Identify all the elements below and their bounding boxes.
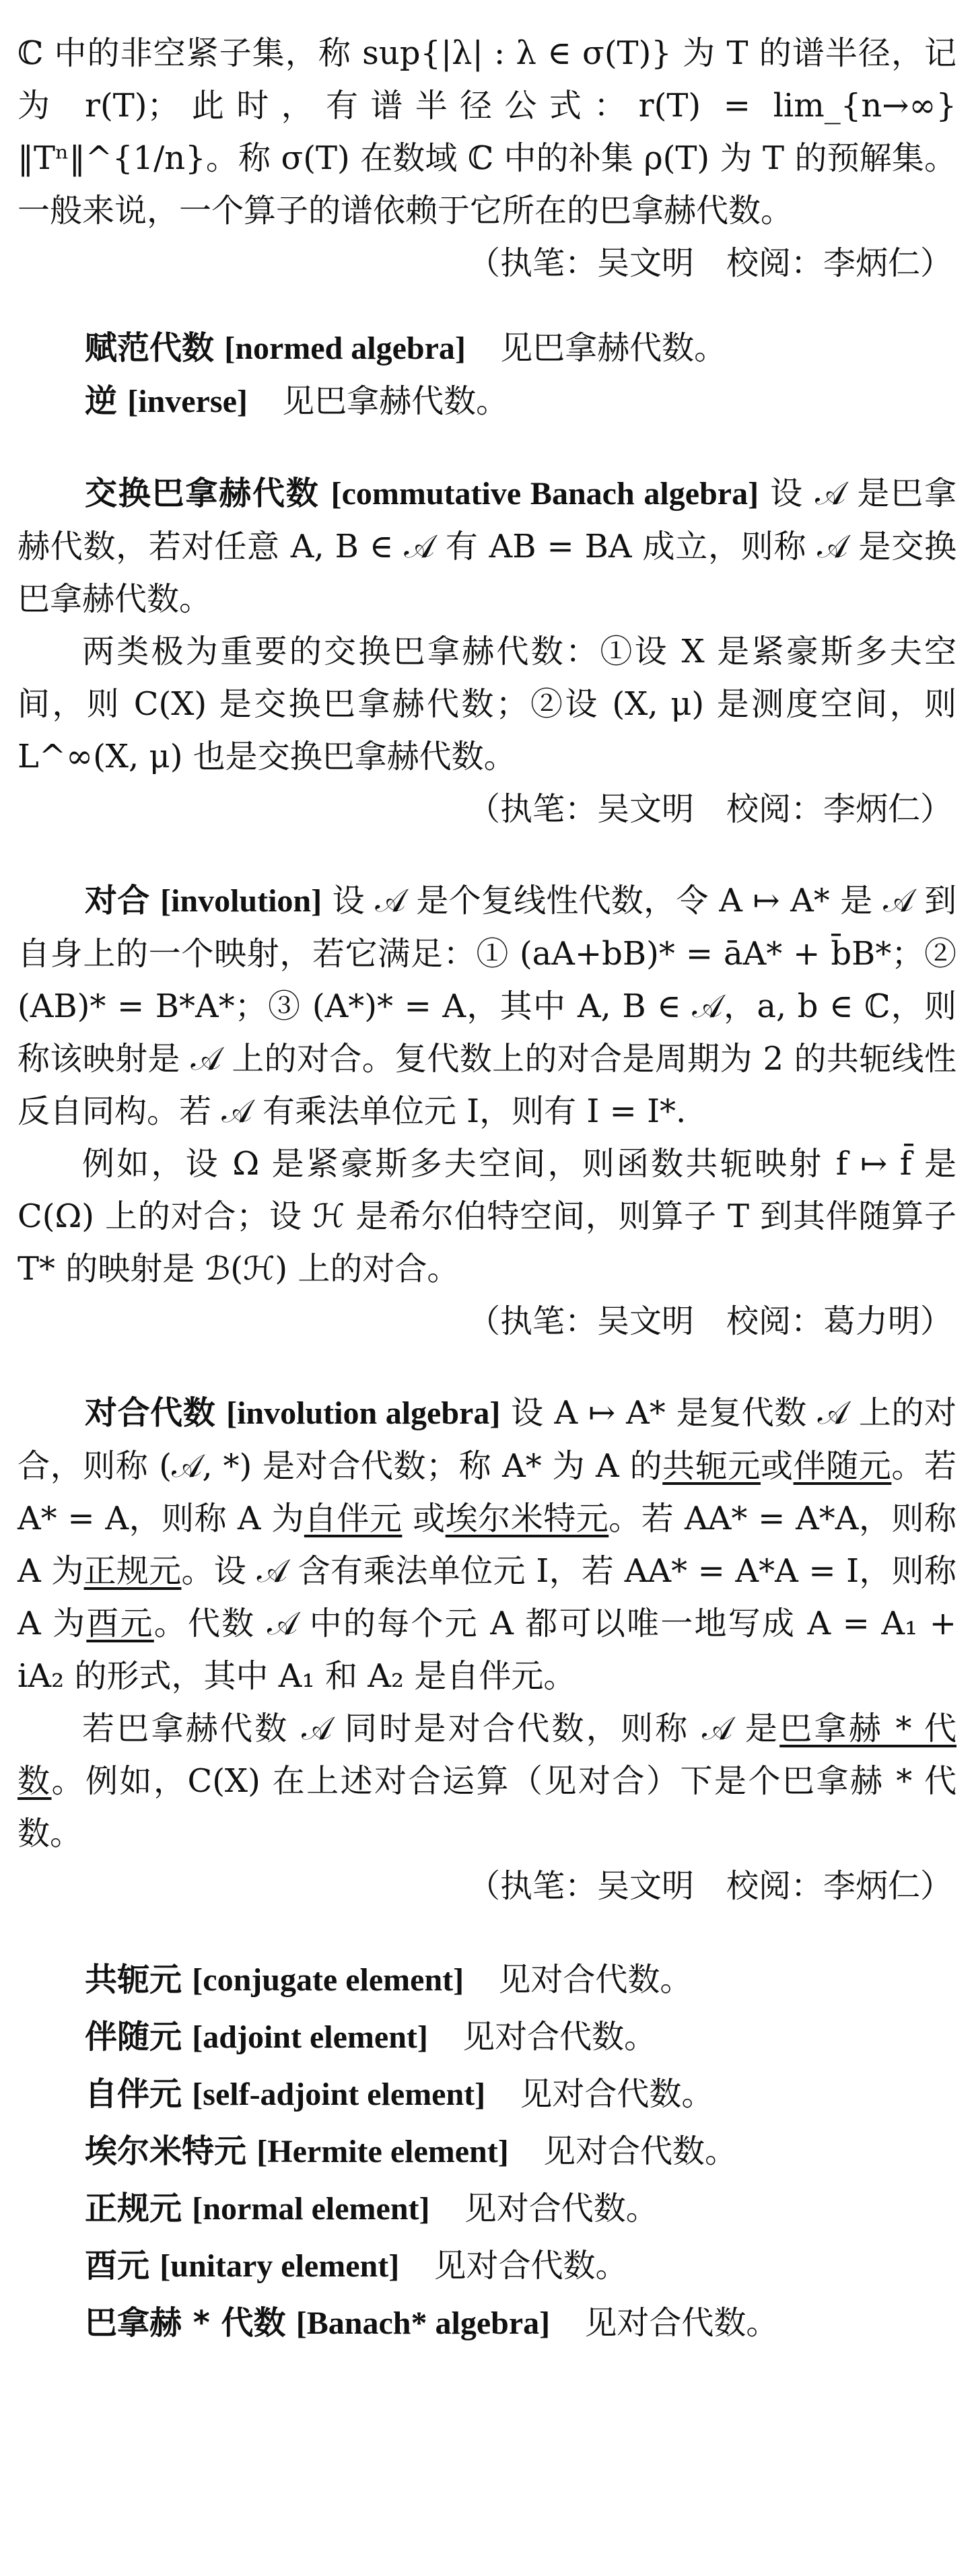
entry-english: [involution algebra] <box>226 1395 501 1431</box>
entry-adjoint-element <box>85 2009 956 2066</box>
entry-english: [conjugate element] <box>192 1962 464 1998</box>
involution-paragraph-2: 例如，设 Ω 是紧豪斯多夫空间，则函数共轭映射 f ↦ f̄ 是 C(Ω) 上的对合；设 ℋ 是希尔伯特空间，则算子 T 到其伴随算子 T* 的映射是 ℬ(ℋ) 上的对合。 <box>18 1145 956 1288</box>
entry-term: 伴随元 <box>85 2018 182 2056</box>
entry-see-link[interactable]: 见对合代数。 <box>498 1961 693 1998</box>
commutative-credit: （执笔：吴文明 校阅：李炳仁） <box>467 790 952 828</box>
entry-english: [unitary element] <box>160 2248 400 2284</box>
definition-text: 或 <box>402 1500 446 1537</box>
term-link-adjoint[interactable]: 伴随元 <box>793 1447 892 1485</box>
entry-see-link[interactable]: 见对合代数。 <box>464 2190 658 2227</box>
entry-commutative-banach-algebra <box>18 467 956 625</box>
entry-english: [commutative Banach algebra] <box>331 476 759 512</box>
entry-involution <box>18 874 956 1138</box>
entry-term: 对合 <box>85 882 150 919</box>
entry-see-link[interactable]: 见对合代数。 <box>462 2018 657 2056</box>
entry-term: 巴拿赫 * 代数 <box>85 2304 286 2342</box>
entry-english: [normal element] <box>192 2191 430 2227</box>
entry-see-link[interactable]: 见对合代数。 <box>543 2132 737 2170</box>
involution-algebra-paragraph-2 <box>18 1702 956 1860</box>
definition-text: 。例如，C(X) 在上述对合运算（见对合）下是个巴拿赫 * 代数。 <box>18 1762 956 1852</box>
entry-term: 自伴元 <box>85 2075 182 2113</box>
definition-text: 设 𝒜 是巴拿赫代数，若对任意 A, B ∈ 𝒜 有 AB = BA 成立，则称 𝒜 是交换巴拿赫代数。 <box>18 475 956 618</box>
entry-english: [self-adjoint element] <box>192 2077 486 2112</box>
commutative-paragraph-2: 两类极为重要的交换巴拿赫代数：①设 X 是紧豪斯多夫空间，则 C(X) 是交换巴拿赫代数；②设 (X, μ) 是测度空间，则 L^∞(X, μ) 也是交换巴拿赫代数。 <box>18 633 956 775</box>
term-link-normal[interactable]: 正规元 <box>83 1552 182 1590</box>
term-link-self-adjoint[interactable]: 自伴元 <box>304 1500 403 1537</box>
entry-see-link[interactable]: 见巴拿赫代数。 <box>500 329 727 367</box>
entry-english: [Hermite element] <box>256 2134 509 2169</box>
intro-paragraph: ℂ 中的非空紧子集，称 sup{|λ| : λ ∈ σ(T)} 为 T 的谱半径，记为 r(T)；此时，有谱半径公式：r(T) = lim_{n→∞} ‖Tⁿ‖^{1/n}。称 σ(T) 在数域 ℂ 中的补集 ρ(T) 为 T 的预解集。一般来说，一个算子的谱依赖于它所在的巴拿赫代数。 <box>18 34 956 230</box>
entry-banach-star-algebra <box>85 2295 956 2352</box>
entry-term: 对合代数 <box>85 1394 216 1432</box>
entry-term: 共轭元 <box>85 1961 182 1998</box>
definition-text: 。代数 𝒜 中的每个元 A 都可以唯一地写成 A = A₁ + iA₂ 的形式，其中 A₁ 和 A₂ 是自伴元。 <box>18 1605 956 1695</box>
entry-term: 埃尔米特元 <box>85 2132 247 2170</box>
definition-text: 若巴拿赫代数 𝒜 同时是对合代数，则称 𝒜 是 <box>82 1710 780 1747</box>
entry-involution-algebra <box>18 1387 956 1702</box>
entry-hermite-element <box>85 2123 956 2180</box>
entry-inverse <box>18 375 956 428</box>
involution-algebra-credit: （执笔：吴文明 校阅：李炳仁） <box>467 1867 952 1905</box>
cross-reference-list <box>18 1951 956 2352</box>
entry-normed-algebra <box>18 322 956 375</box>
entry-term: 逆 <box>85 382 118 420</box>
entry-normal-element <box>85 2180 956 2237</box>
entry-unitary-element <box>85 2237 956 2295</box>
entry-see-link[interactable]: 见对合代数。 <box>584 2304 779 2342</box>
entry-term: 交换巴拿赫代数 <box>85 475 320 512</box>
term-link-unitary[interactable]: 酉元 <box>86 1605 154 1642</box>
definition-text: 。设 𝒜 含有乘法单位元 I，若 AA* = A*A = I，则称 A 为 <box>18 1552 956 1642</box>
entry-self-adjoint-element <box>85 2066 956 2123</box>
term-link-hermite[interactable]: 埃尔米特元 <box>445 1500 609 1537</box>
entry-english: [normed algebra] <box>224 330 466 366</box>
definition-text: 设 𝒜 是个复线性代数，令 A ↦ A* 是 𝒜 到自身上的一个映射，若它满足：① (aA+bB)* = āA* + b̄B*；② (AB)* = B*A*；③ (A*)* = A，其中 A, B ∈ 𝒜，a, b ∈ ℂ，则称该映射是 𝒜 上的对合。复代数上的对合是周期为 2 的共轭线性反自同构。若 𝒜 有乘法单位元 I，则有 I = I*. <box>18 882 956 1130</box>
entry-see-link[interactable]: 见巴拿赫代数。 <box>282 382 509 420</box>
entry-english: [Banach* algebra] <box>295 2305 551 2341</box>
term-link-conjugate[interactable]: 共轭元 <box>662 1447 761 1485</box>
entry-term: 正规元 <box>85 2190 182 2227</box>
definition-text: 。若 AA* = A*A，则称 A 为 <box>18 1500 956 1590</box>
entry-term: 酉元 <box>85 2247 150 2285</box>
entry-see-link[interactable]: 见对合代数。 <box>520 2075 714 2113</box>
definition-text: 或 <box>760 1447 794 1485</box>
entry-term: 赋范代数 <box>85 329 215 367</box>
entry-english: [inverse] <box>127 384 248 419</box>
entry-conjugate-element <box>85 1951 956 2009</box>
entry-see-link[interactable]: 见对合代数。 <box>433 2247 628 2285</box>
definition-text: 设 A ↦ A* 是复代数 𝒜 上的对合，则称 (𝒜, *) 是对合代数；称 A* 为 A 的 <box>18 1394 956 1485</box>
entry-english: [adjoint element] <box>192 2019 428 2055</box>
definition-text: 。若 A* = A，则称 A 为 <box>18 1447 956 1537</box>
term-link-banach-star[interactable]: 巴拿赫 * 代数 <box>18 1710 956 1800</box>
intro-credit: （执笔：吴文明 校阅：李炳仁） <box>467 244 952 282</box>
involution-credit: （执笔：吴文明 校阅：葛力明） <box>467 1302 952 1340</box>
entry-english: [involution] <box>160 883 322 919</box>
